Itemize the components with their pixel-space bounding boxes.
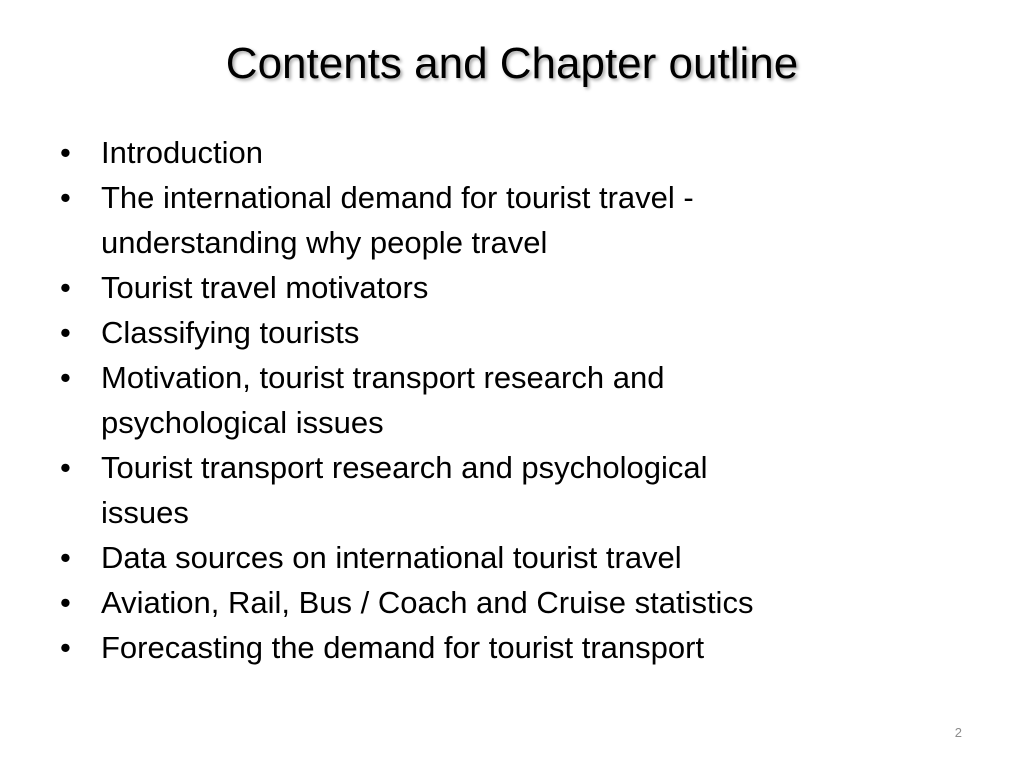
slide-title: Contents and Chapter outline [225, 39, 799, 88]
bullet-text-line: The international demand for tourist travel - [101, 180, 694, 215]
bullet-text-line: Tourist travel motivators [101, 270, 429, 305]
bullet-item [58, 355, 958, 445]
bullet-text-line: Classifying tourists [101, 315, 360, 350]
bullet-text-line: Tourist transport research and psychological [101, 450, 708, 485]
bullet-dot-icon: • [60, 315, 71, 350]
bullet-dot-icon: • [60, 360, 71, 395]
bullet-item [58, 265, 958, 310]
bullet-dot-icon: • [60, 450, 71, 485]
bullet-text-line: Forecasting the demand for tourist transport [101, 630, 705, 665]
bullet-text-line: Introduction [101, 135, 263, 170]
bullet-dot-icon: • [60, 630, 71, 665]
bullet-dot-icon: • [60, 180, 71, 215]
bullet-dot-icon: • [60, 270, 71, 305]
bullet-list [58, 130, 958, 670]
bullet-text-line: Motivation, tourist transport research and [101, 360, 665, 395]
bullet-text-line: understanding why people travel [101, 225, 548, 260]
bullet-item [58, 310, 958, 355]
bullet-text-line: issues [101, 495, 189, 530]
bullet-item [58, 130, 958, 175]
bullet-item [58, 580, 958, 625]
bullet-dot-icon: • [60, 540, 71, 575]
bullet-item [58, 175, 958, 265]
bullet-text-line: psychological issues [101, 405, 384, 440]
bullet-item [58, 445, 958, 535]
bullet-text-line: Aviation, Rail, Bus / Coach and Cruise statistics [101, 585, 754, 620]
bullet-text-line: Data sources on international tourist travel [101, 540, 682, 575]
bullet-item [58, 535, 958, 580]
bullet-item [58, 625, 958, 670]
page-number: 2 [954, 725, 962, 740]
bullet-dot-icon: • [60, 135, 71, 170]
bullet-dot-icon: • [60, 585, 71, 620]
